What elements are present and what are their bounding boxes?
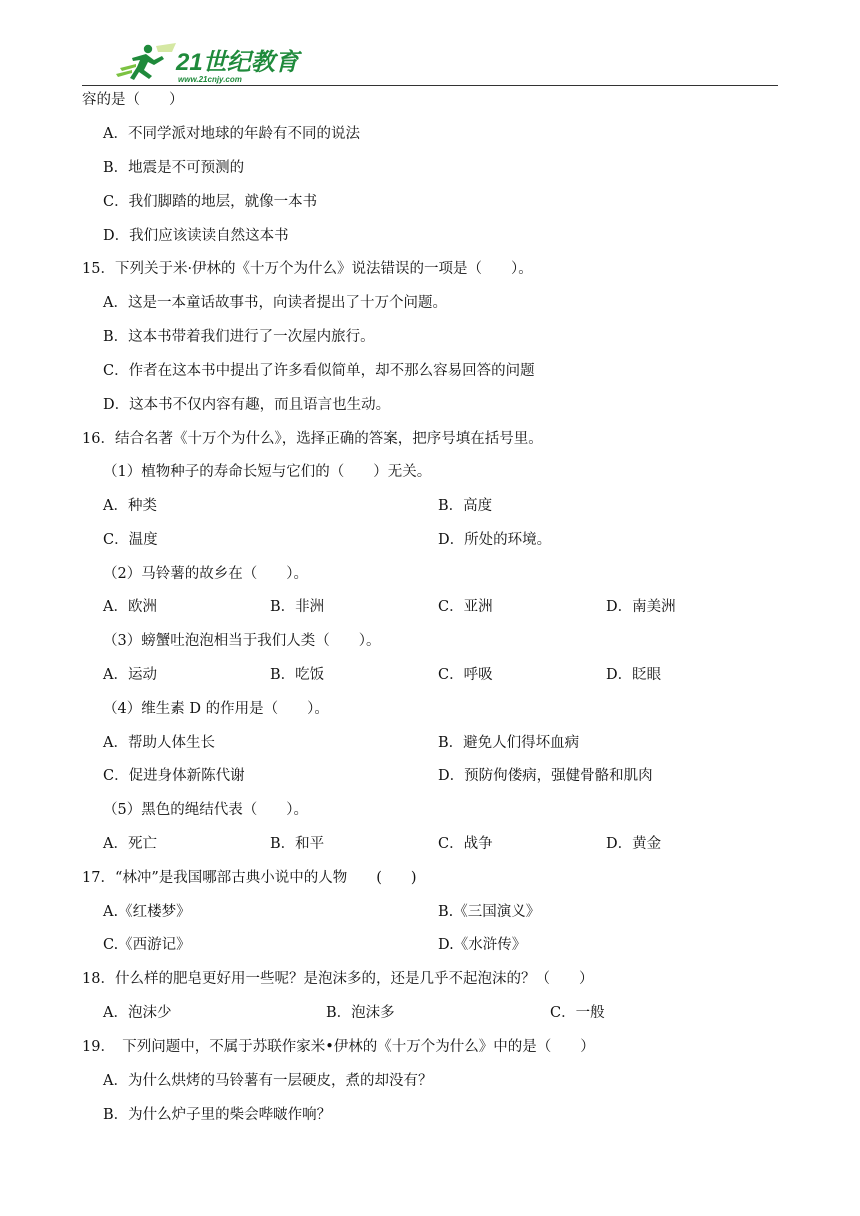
- option-text: C．作者在这本书中提出了许多看似简单，却不那么容易回答的问题: [103, 363, 535, 379]
- option-text: D．所处的环境。: [438, 532, 552, 548]
- option-text: A．运动: [103, 667, 157, 683]
- option-text: D.《水浒传》: [438, 937, 527, 953]
- question-text: 16．结合名著《十万个为什么》，选择正确的答案，把序号填在括号里。: [82, 431, 543, 447]
- option-text: C．我们脚踏的地层，就像一本书: [103, 194, 318, 210]
- option-text: B．泡沫多: [326, 1005, 395, 1021]
- header-rule: [82, 85, 778, 86]
- option-text: B．避免人们得坏血病: [438, 735, 580, 751]
- option-text: B．非洲: [270, 599, 325, 615]
- question-text: 15．下列关于米·伊林的《十万个为什么》说法错误的一项是（ ）。: [82, 261, 533, 277]
- logo-brand-text: 21世纪教育: [176, 49, 299, 76]
- runner-icon: [116, 43, 176, 80]
- question-text: （1）植物种子的寿命长短与它们的（ ）无关。: [103, 464, 432, 480]
- option-text: A．欧洲: [103, 599, 157, 615]
- option-text: C．一般: [550, 1005, 605, 1021]
- question-text: 17．“林冲”是我国哪部古典小说中的人物 ( ): [82, 870, 417, 886]
- option-text: B．为什么炉子里的柴会哔啵作响？: [103, 1107, 332, 1123]
- option-text: B.《三国演义》: [438, 904, 541, 920]
- option-text: B．和平: [270, 836, 325, 852]
- question-text: 18．什么样的肥皂更好用一些呢？是泡沫多的，还是几乎不起泡沫的？（ ）: [82, 971, 594, 987]
- question-text: （3）螃蟹吐泡泡相当于我们人类（ ）。: [103, 633, 381, 649]
- option-text: A．不同学派对地球的年龄有不同的说法: [103, 126, 360, 142]
- option-text: C．温度: [103, 532, 158, 548]
- option-text: A．这是一本童话故事书，向读者提出了十万个问题。: [103, 295, 447, 311]
- option-text: D．眨眼: [606, 667, 662, 683]
- option-text: C．呼吸: [438, 667, 493, 683]
- option-text: A．死亡: [103, 836, 157, 852]
- option-text: A．泡沫少: [103, 1005, 172, 1021]
- option-text: D．我们应该读读自然这本书: [103, 228, 289, 244]
- option-text: C．亚洲: [438, 599, 493, 615]
- option-text: C．促进身体新陈代谢: [103, 768, 245, 784]
- logo-url-text: www.21cnjy.com: [178, 75, 242, 84]
- question-text: （2）马铃薯的故乡在（ ）。: [103, 566, 308, 582]
- option-text: D．预防佝偻病，强健骨骼和肌肉: [438, 768, 653, 784]
- option-text: A.《红楼梦》: [103, 904, 191, 920]
- option-text: D．这本书不仅内容有趣，而且语言也生动。: [103, 397, 391, 413]
- option-text: D．黄金: [606, 836, 662, 852]
- logo-21cnjy: [102, 40, 302, 84]
- option-text: B．地震是不可预测的: [103, 160, 245, 176]
- option-text: A．为什么烘烤的马铃薯有一层硬皮，煮的却没有？: [103, 1073, 433, 1089]
- option-text: B．高度: [438, 498, 493, 514]
- option-text: A．帮助人体生长: [103, 735, 215, 751]
- question-text: 容的是（ ）: [82, 92, 184, 108]
- question-text: （5）黑色的绳结代表（ ）。: [103, 802, 308, 818]
- question-text: 19． 下列问题中，不属于苏联作家米•伊林的《十万个为什么》中的是（ ）: [82, 1039, 595, 1055]
- option-text: C．战争: [438, 836, 493, 852]
- option-text: A．种类: [103, 498, 157, 514]
- option-text: B．吃饭: [270, 667, 325, 683]
- option-text: C.《西游记》: [103, 937, 191, 953]
- option-text: B．这本书带着我们进行了一次屋内旅行。: [103, 329, 375, 345]
- question-text: （4）维生素 D 的作用是（ ）。: [103, 701, 329, 717]
- option-text: D．南美洲: [606, 599, 676, 615]
- page-header: [82, 38, 778, 86]
